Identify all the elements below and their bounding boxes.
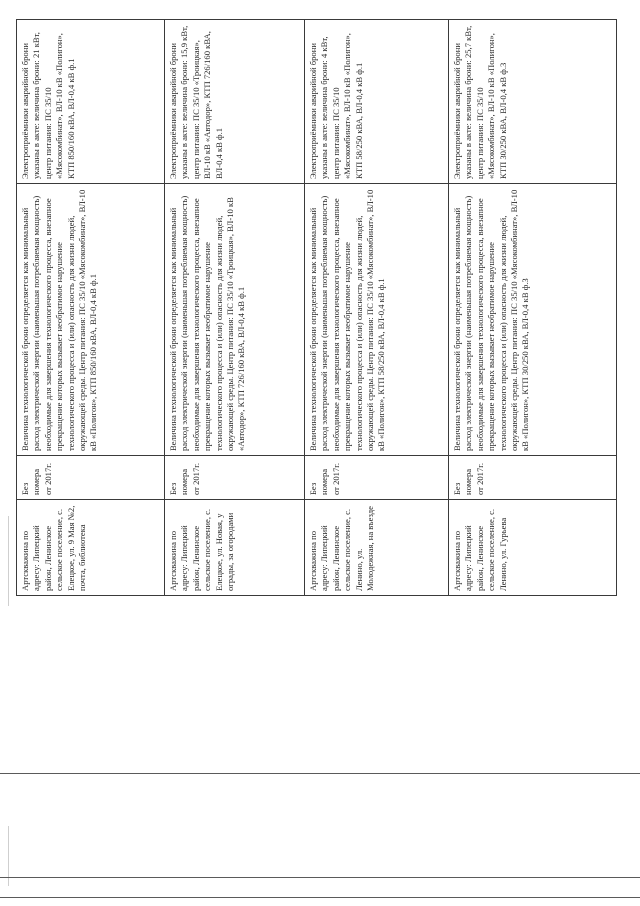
act-number-cell: Без номера от 2017г. (305, 456, 449, 500)
margin-rule (0, 773, 640, 774)
electric-receivers-cell: Электроприёмники аварийной брони указаны в акте: величина брони: 15,9 кВт, центр питания: ПС 35/10 «Троицкая», ВЛ-10 кВ «Автодор», КТП 726/160 кВА, ВЛ-0,4 кВ ф.1 (165, 20, 305, 184)
table-row (165, 20, 305, 596)
reservation-table (16, 19, 617, 596)
margin-rule (0, 877, 640, 878)
address-cell: Артскважина по адресу: Липецкий район, Ленинское сельское поселение, с. Ленино, ул. Гурьева (449, 500, 617, 596)
address-cell: Артскважина по адресу: Липецкий район, Ленинское сельское поселение, с. Елецкое, ул. Новая, у ограды, за огородами (165, 500, 305, 596)
address-cell: Артскважина по адресу: Липецкий район, Ленинское сельское поселение, с. Ленино, ул. Молодежная, на въезде (305, 500, 449, 596)
table-row (17, 20, 165, 596)
description-cell: Величина технологической брони определяется как минимальный расход электрической энергии (наименьшая потребляемая мощность) необходимые для завершения технологического процесса, внезапное прекращение которых вызывает необратимое нарушение технологического процесса и (или) опасность для жизни людей, окружающей среды. Центр питания: ПС 35/10 «Мясокомбинат», ВЛ-10 кВ «Полигон», КТП 850/160 кВА, ВЛ-0,4 кВ ф.1 (17, 184, 165, 456)
act-number-cell: Без номера от 2017г. (165, 456, 305, 500)
electric-receivers-cell: Электроприёмники аварийной брони указаны в акте: величина брони: 4 кВт, центр питания: ПС 35/10 «Мясокомбинат», ВЛ-10 кВ «Полигон», КТП 58/250 кВА, ВЛ-0,4 кВ ф.1 (305, 20, 449, 184)
table-row (449, 20, 617, 596)
electric-receivers-cell: Электроприёмники аварийной брони указаны в акте: величина брони: 21 кВт, центр питания: ПС 35/10 «Мясокомбинат», ВЛ-10 кВ «Полигон», КТП 850/160 кВА, ВЛ-0,4 кВ ф.1 (17, 20, 165, 184)
scan-artifact (8, 516, 9, 606)
description-cell: Величина технологической брони определяется как минимальный расход электрической энергии (наименьшая потребляемая мощность) необходимые для завершения технологического процесса, внезапное прекращение которых вызывает необратимое нарушение технологического процесса и (или) опасность для жизни людей, окружающей среды. Центр питания: ПС 35/10 «Мясокомбинат», ВЛ-10 кВ «Полигон», КТП 58/250 кВА, ВЛ-0,4 кВ ф.1 (305, 184, 449, 456)
address-cell: Артскважина по адресу: Липецкий район, Ленинское сельское поселение, с. Елецкое, ул. 9 Мая №2, почта, библиотека (17, 500, 165, 596)
description-cell: Величина технологической брони определяется как минимальный расход электрической энергии (наименьшая потребляемая мощность) необходимые для завершения технологического процесса, внезапное прекращение которых вызывает необратимое нарушение технологического процесса и (или) опасность для жизни людей, окружающей среды. Центр питания: ПС 35/10 «Троицкая», ВЛ-10 кВ «Автодор», КТП 726/160 кВА, ВЛ-0,4 кВ ф.1 (165, 184, 305, 456)
description-cell: Величина технологической брони определяется как минимальный расход электрической энергии (наименьшая потребляемая мощность) необходимые для завершения технологического процесса, внезапное прекращение которых вызывает необратимое нарушение технологического процесса и (или) опасность для жизни людей, окружающей среды. Центр питания: ПС 35/10 «Мясокомбинат», ВЛ-10 кВ «Полигон», КТП 30/250 кВА, ВЛ-0,4 кВ ф.3 (449, 184, 617, 456)
electric-receivers-cell: Электроприёмники аварийной брони указаны в акте: величина брони: 25,7 кВт, центр питания: ПС 35/10 «Мясокомбинат», ВЛ-10 кВ «Полигон», КТП 30/250 кВА, ВЛ-0,4 кВ ф.3 (449, 20, 617, 184)
margin-rule (0, 897, 640, 898)
table-row (305, 20, 449, 596)
act-number-cell: Без номера от 2017г. (17, 456, 165, 500)
act-number-cell: Без номера от 2017г. (449, 456, 617, 500)
